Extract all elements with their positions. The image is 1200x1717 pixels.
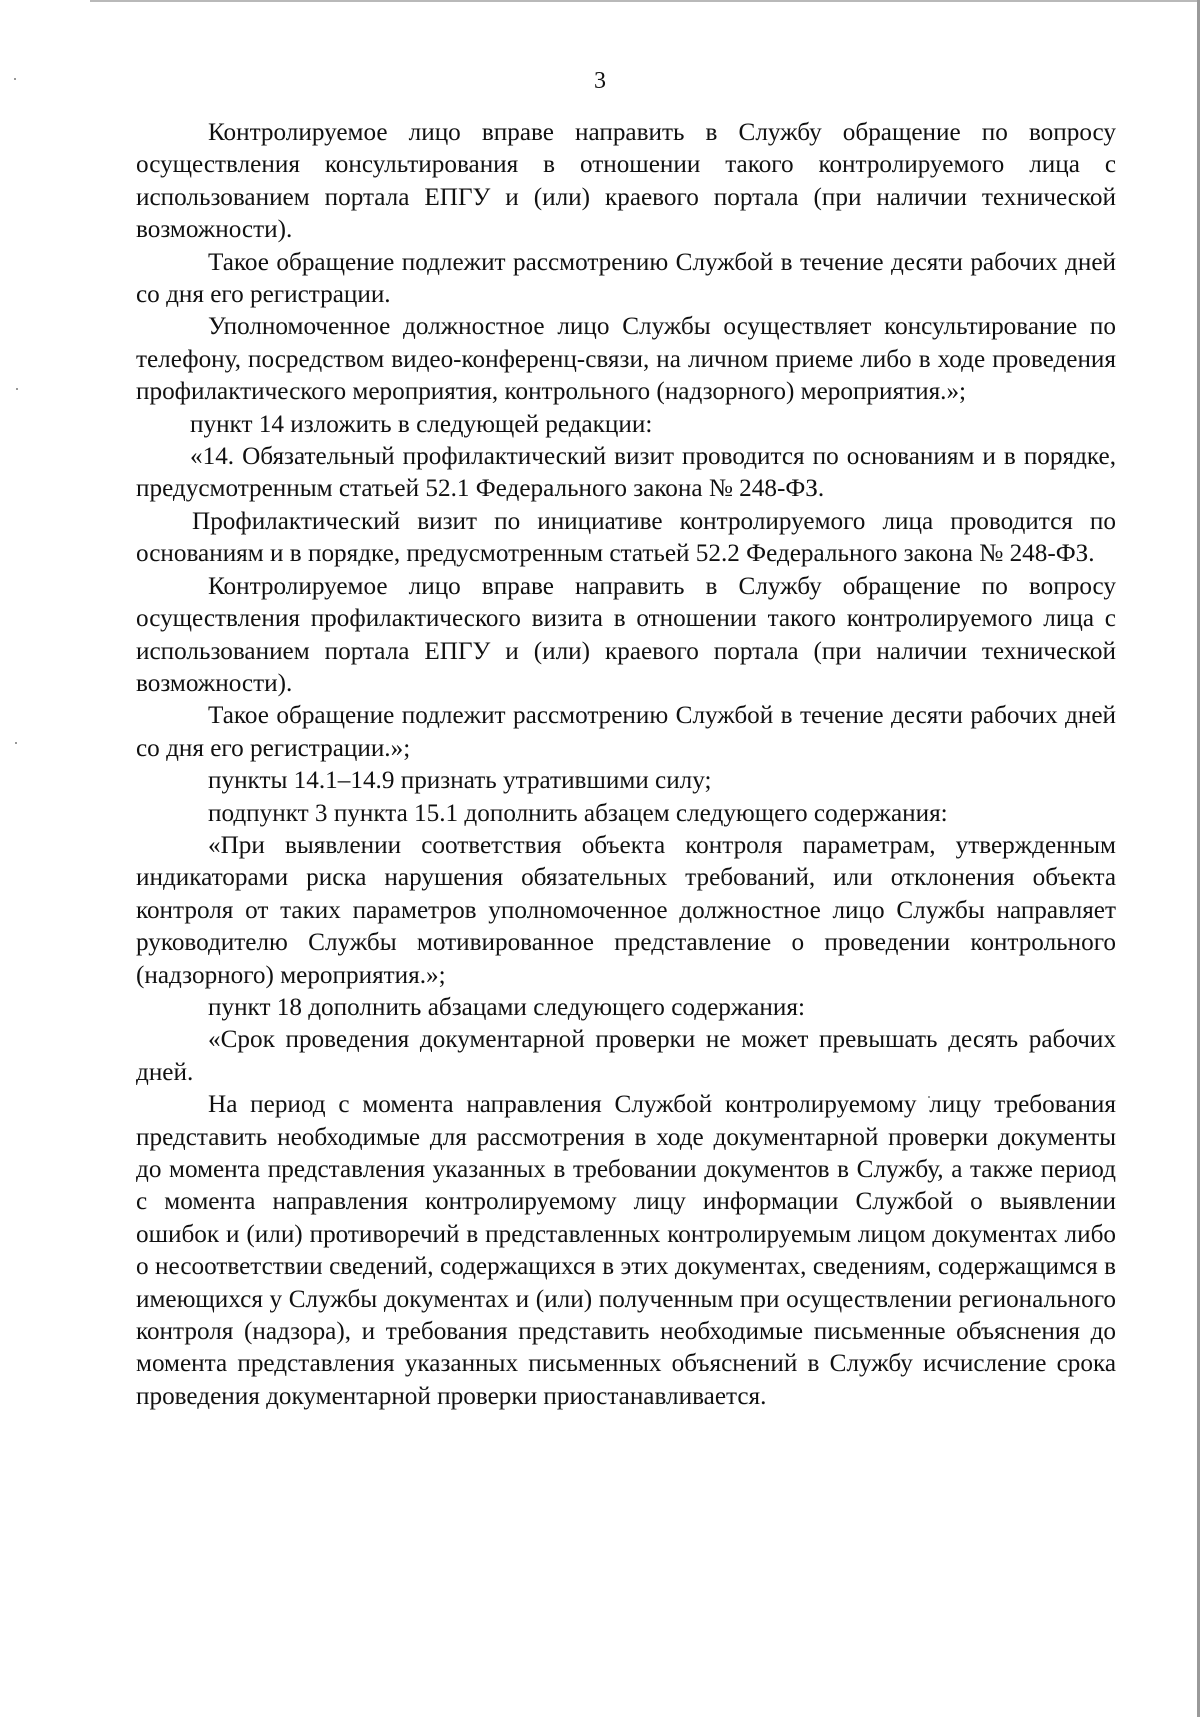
paragraph: Такое обращение подлежит рассмотрению Службой в течение десяти рабочих дней со дня его регистрации.	[136, 248, 1116, 309]
paragraph: подпункт 3 пункта 15.1 дополнить абзацем следующего содержания:	[208, 799, 948, 827]
scan-speck	[15, 742, 17, 744]
paragraph: «14. Обязательный профилактический визит проводится по основаниям и в порядке, предусмотренным статьей 52.1 Федерального закона № 248-ФЗ.	[136, 443, 1116, 503]
paragraph: Уполномоченное должностное лицо Службы осуществляет консультирование по телефону, посредством видео-конференц-связи, на личном приеме либо в ходе проведения профилактического мероприятия, контрольного (надзорного) мероприятия.»;	[136, 313, 1116, 406]
scan-speck	[16, 388, 18, 390]
paragraph: пункты 14.1–14.9 признать утратившими силу;	[208, 767, 712, 795]
paragraph: Профилактический визит по инициативе контролируемого лица проводится по основаниям и в порядке, предусмотренным статьей 52.2 Федерального закона № 248-ФЗ.	[136, 507, 1116, 568]
paragraph: На период с момента направления Службой контролируемому лицу требования представить необходимые для рассмотрения в ходе документарной проверки документы до момента представления указанных в требовании документов в Службу, а также период с момента направления контролируемому лицу информации Службой о выявлении ошибок и (или) противоречий в представленных контролируемым лицом документах либо о несоответствии сведений, содержащихся в этих документах, сведениям, содержащимся в имеющихся у Службы документах и (или) полученным при осуществлении регионального контроля (надзора), и требования представить необходимые письменные объяснения до момента представления указанных письменных объяснений в Службу исчисление срока проведения документарной проверки приостанавливается.	[136, 1091, 1116, 1410]
paragraph: «Срок проведения документарной проверки не может превышать десять рабочих дней.	[136, 1026, 1116, 1086]
paragraph: «При выявлении соответствия объекта контроля параметрам, утвержденным индикаторами риска нарушения обязательных требований, или отклонения объекта контроля от таких параметров уполномоченное должностное лицо Службы направляет руководителю Службы мотивированное представление о проведении контрольного (надзорного) мероприятия.»;	[136, 831, 1116, 989]
document-body	[136, 117, 1116, 1413]
paragraph: пункт 14 изложить в следующей редакции:	[190, 410, 653, 438]
page-number: 3	[594, 68, 606, 94]
paragraph: Такое обращение подлежит рассмотрению Службой в течение десяти рабочих дней со дня его регистрации.»;	[136, 702, 1116, 762]
paragraph: Контролируемое лицо вправе направить в Службу обращение по вопросу осуществления консультирования в отношении такого контролируемого лица с использованием портала ЕПГУ и (или) краевого портала (при наличии технической возможности).	[136, 119, 1116, 244]
paragraph: Контролируемое лицо вправе направить в Службу обращение по вопросу осуществления профилактического визита в отношении такого контролируемого лица с использованием портала ЕПГУ и (или) краевого портала (при наличии технической возможности).	[136, 572, 1116, 697]
paragraph: пункт 18 дополнить абзацами следующего содержания:	[208, 993, 805, 1021]
scan-top-edge	[90, 0, 1200, 2]
